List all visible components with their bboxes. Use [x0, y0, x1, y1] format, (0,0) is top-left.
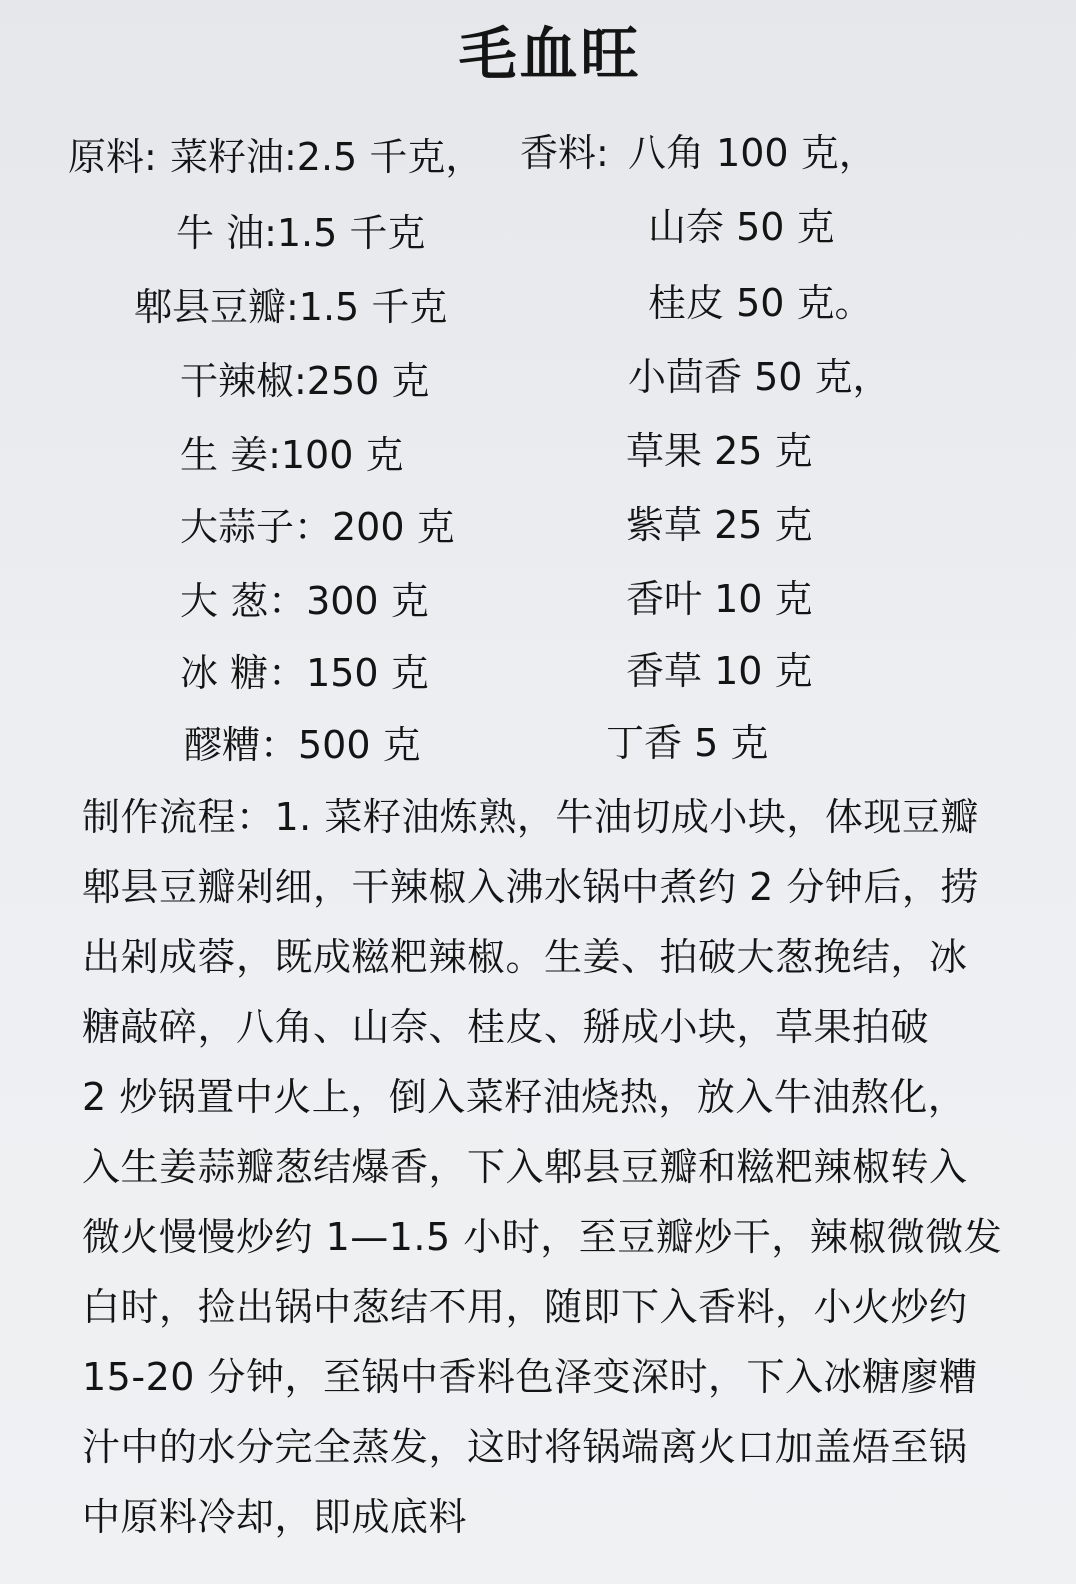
spice-item: 山奈 50 克 [648, 205, 835, 249]
ingredient-item: 醪糟：500 克 [184, 723, 421, 767]
spices-label: 香料: [520, 131, 609, 175]
process-line: 15-20 分钟，至锅中香料色泽变深时，下入冰糖廖糟 [82, 1355, 978, 1399]
spice-item: 紫草 25 克 [626, 503, 813, 547]
spice-item: 丁香 5 克 [606, 721, 769, 765]
ingredient-item: 生 姜:100 克 [180, 433, 404, 477]
process-line: 汁中的水分完全蒸发，这时将锅端离火口加盖焐至锅 [82, 1425, 968, 1469]
ingredient-item: 大 葱：300 克 [180, 579, 429, 623]
ingredient-item: 冰 糖：150 克 [180, 651, 429, 695]
ingredient-item: 郫县豆瓣:1.5 千克 [134, 285, 448, 329]
spice-item: 香叶 10 克 [626, 577, 813, 621]
spice-item: 八角 100 克， [628, 131, 877, 175]
ingredients-label: 原料: [68, 135, 157, 179]
ingredient-item: 大蒜子：200 克 [180, 505, 455, 549]
process-line: 糖敲碎，八角、山奈、桂皮、掰成小块，草果拍破 [82, 1005, 930, 1049]
process-line: 出剁成蓉，既成糍粑辣椒。生姜、拍破大葱挽结，冰 [82, 935, 968, 979]
recipe-title: 毛血旺 [458, 20, 642, 88]
process-line: 入生姜蒜瓣葱结爆香，下入郫县豆瓣和糍粑辣椒转入 [82, 1145, 968, 1189]
process-line: 2 炒锅置中火上，倒入菜籽油烧热，放入牛油熬化， [82, 1075, 967, 1119]
process-line: 郫县豆瓣剁细，干辣椒入沸水锅中煮约 2 分钟后，捞 [82, 865, 979, 909]
spice-item: 桂皮 50 克。 [648, 281, 873, 325]
spice-item: 小茴香 50 克， [628, 355, 891, 399]
process-line: 中原料冷却，即成底料 [82, 1495, 468, 1539]
ingredient-item: 牛 油:1.5 千克 [176, 211, 426, 255]
ingredient-item: 菜籽油:2.5 千克， [170, 135, 484, 179]
process-line: 白时，捡出锅中葱结不用，随即下入香料，小火炒约 [82, 1285, 968, 1329]
spice-item: 香草 10 克 [626, 649, 813, 693]
process-line: 制作流程：1. 菜籽油炼熟，牛油切成小块，体现豆瓣 [82, 795, 979, 839]
spice-item: 草果 25 克 [626, 429, 813, 473]
ingredient-item: 干辣椒:250 克 [180, 359, 430, 403]
process-line: 微火慢慢炒约 1—1.5 小时，至豆瓣炒干，辣椒微微发 [82, 1215, 1003, 1259]
